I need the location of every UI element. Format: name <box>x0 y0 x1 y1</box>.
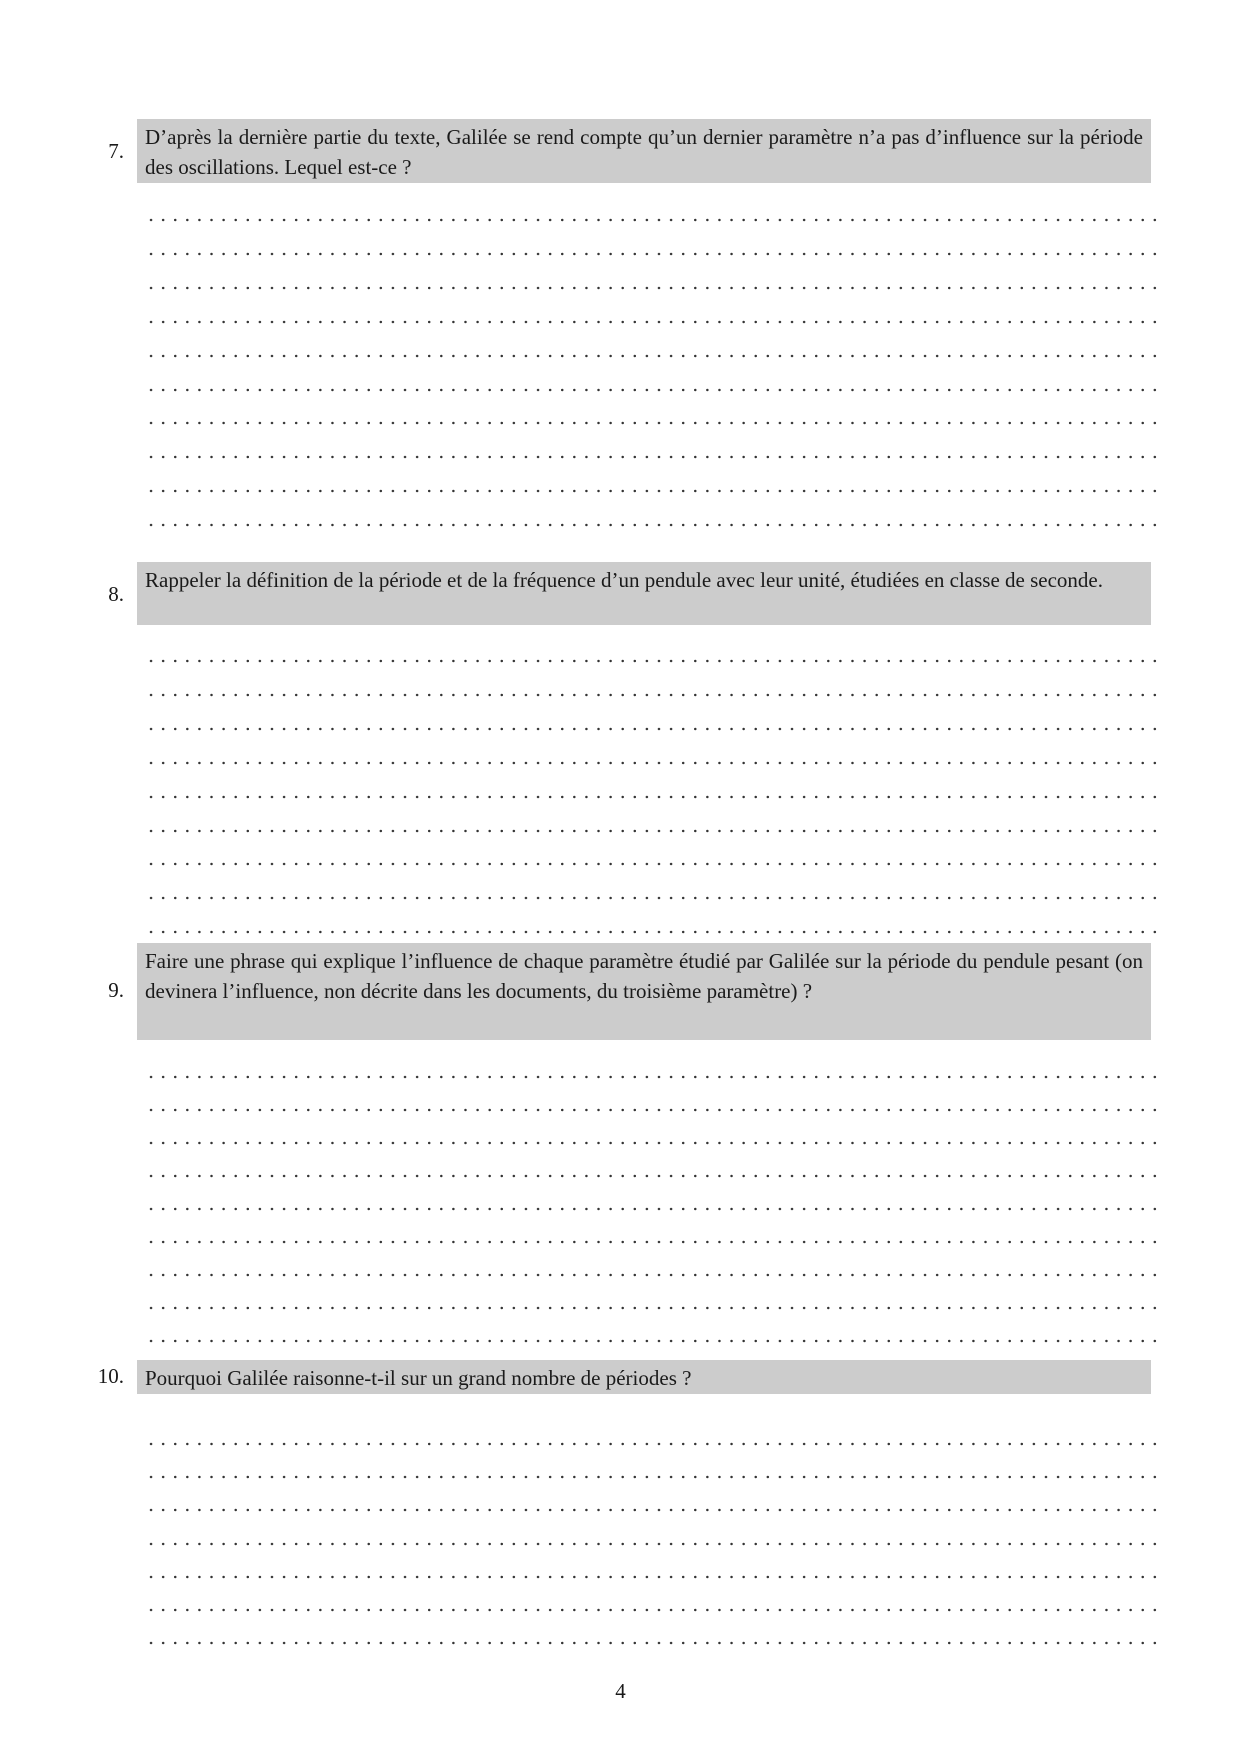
question-number: 7. <box>108 139 124 163</box>
answer-line[interactable] <box>145 1272 1165 1278</box>
answer-line[interactable] <box>145 726 1165 732</box>
answer-line[interactable] <box>145 285 1165 291</box>
answer-line[interactable] <box>145 1074 1165 1080</box>
answer-line[interactable] <box>145 658 1165 664</box>
answer-line[interactable] <box>145 895 1165 901</box>
question-prompt: Faire une phrase qui explique l’influence de chaque paramètre étudié par Galilée sur la période du pendule pesant (on devinera l’influence, non décrite dans les documents, du troisième paramètre) ? <box>137 943 1151 1040</box>
answer-line[interactable] <box>145 217 1165 223</box>
answer-line[interactable] <box>145 522 1165 528</box>
answer-line[interactable] <box>145 929 1165 935</box>
answer-line[interactable] <box>145 251 1165 257</box>
answer-line[interactable] <box>145 387 1165 393</box>
page-number: 4 <box>615 1679 626 1703</box>
answer-line[interactable] <box>145 1338 1165 1344</box>
answer-line[interactable] <box>145 828 1165 834</box>
answer-line[interactable] <box>145 1239 1165 1245</box>
answer-line[interactable] <box>145 353 1165 359</box>
answer-line[interactable] <box>145 1541 1165 1547</box>
answer-line[interactable] <box>145 692 1165 698</box>
answer-line[interactable] <box>145 1206 1165 1212</box>
answer-line[interactable] <box>145 1305 1165 1311</box>
answer-line[interactable] <box>145 1574 1165 1580</box>
answer-line[interactable] <box>145 454 1165 460</box>
question-prompt: D’après la dernière partie du texte, Galilée se rend compte qu’un dernier paramètre n’a pas d’influence sur la période des oscillations. Lequel est-ce ? <box>137 119 1151 183</box>
question-prompt: Rappeler la définition de la période et de la fréquence d’un pendule avec leur unité, étudiées en classe de seconde. <box>137 562 1151 625</box>
answer-line[interactable] <box>145 319 1165 325</box>
answer-line[interactable] <box>145 760 1165 766</box>
answer-line[interactable] <box>145 794 1165 800</box>
answer-line[interactable] <box>145 1474 1165 1480</box>
answer-line[interactable] <box>145 861 1165 867</box>
answer-line[interactable] <box>145 488 1165 494</box>
answer-line[interactable] <box>145 1173 1165 1179</box>
answer-line[interactable] <box>145 1640 1165 1646</box>
question-prompt: Pourquoi Galilée raisonne-t-il sur un grand nombre de périodes ? <box>137 1360 1151 1394</box>
answer-line[interactable] <box>145 1507 1165 1513</box>
question-number: 9. <box>108 978 124 1002</box>
answer-line[interactable] <box>145 1607 1165 1613</box>
answer-line[interactable] <box>145 1441 1165 1447</box>
answer-line[interactable] <box>145 1140 1165 1146</box>
question-number: 8. <box>108 582 124 606</box>
answer-line[interactable] <box>145 420 1165 426</box>
answer-line[interactable] <box>145 1107 1165 1113</box>
question-number: 10. <box>97 1364 124 1388</box>
